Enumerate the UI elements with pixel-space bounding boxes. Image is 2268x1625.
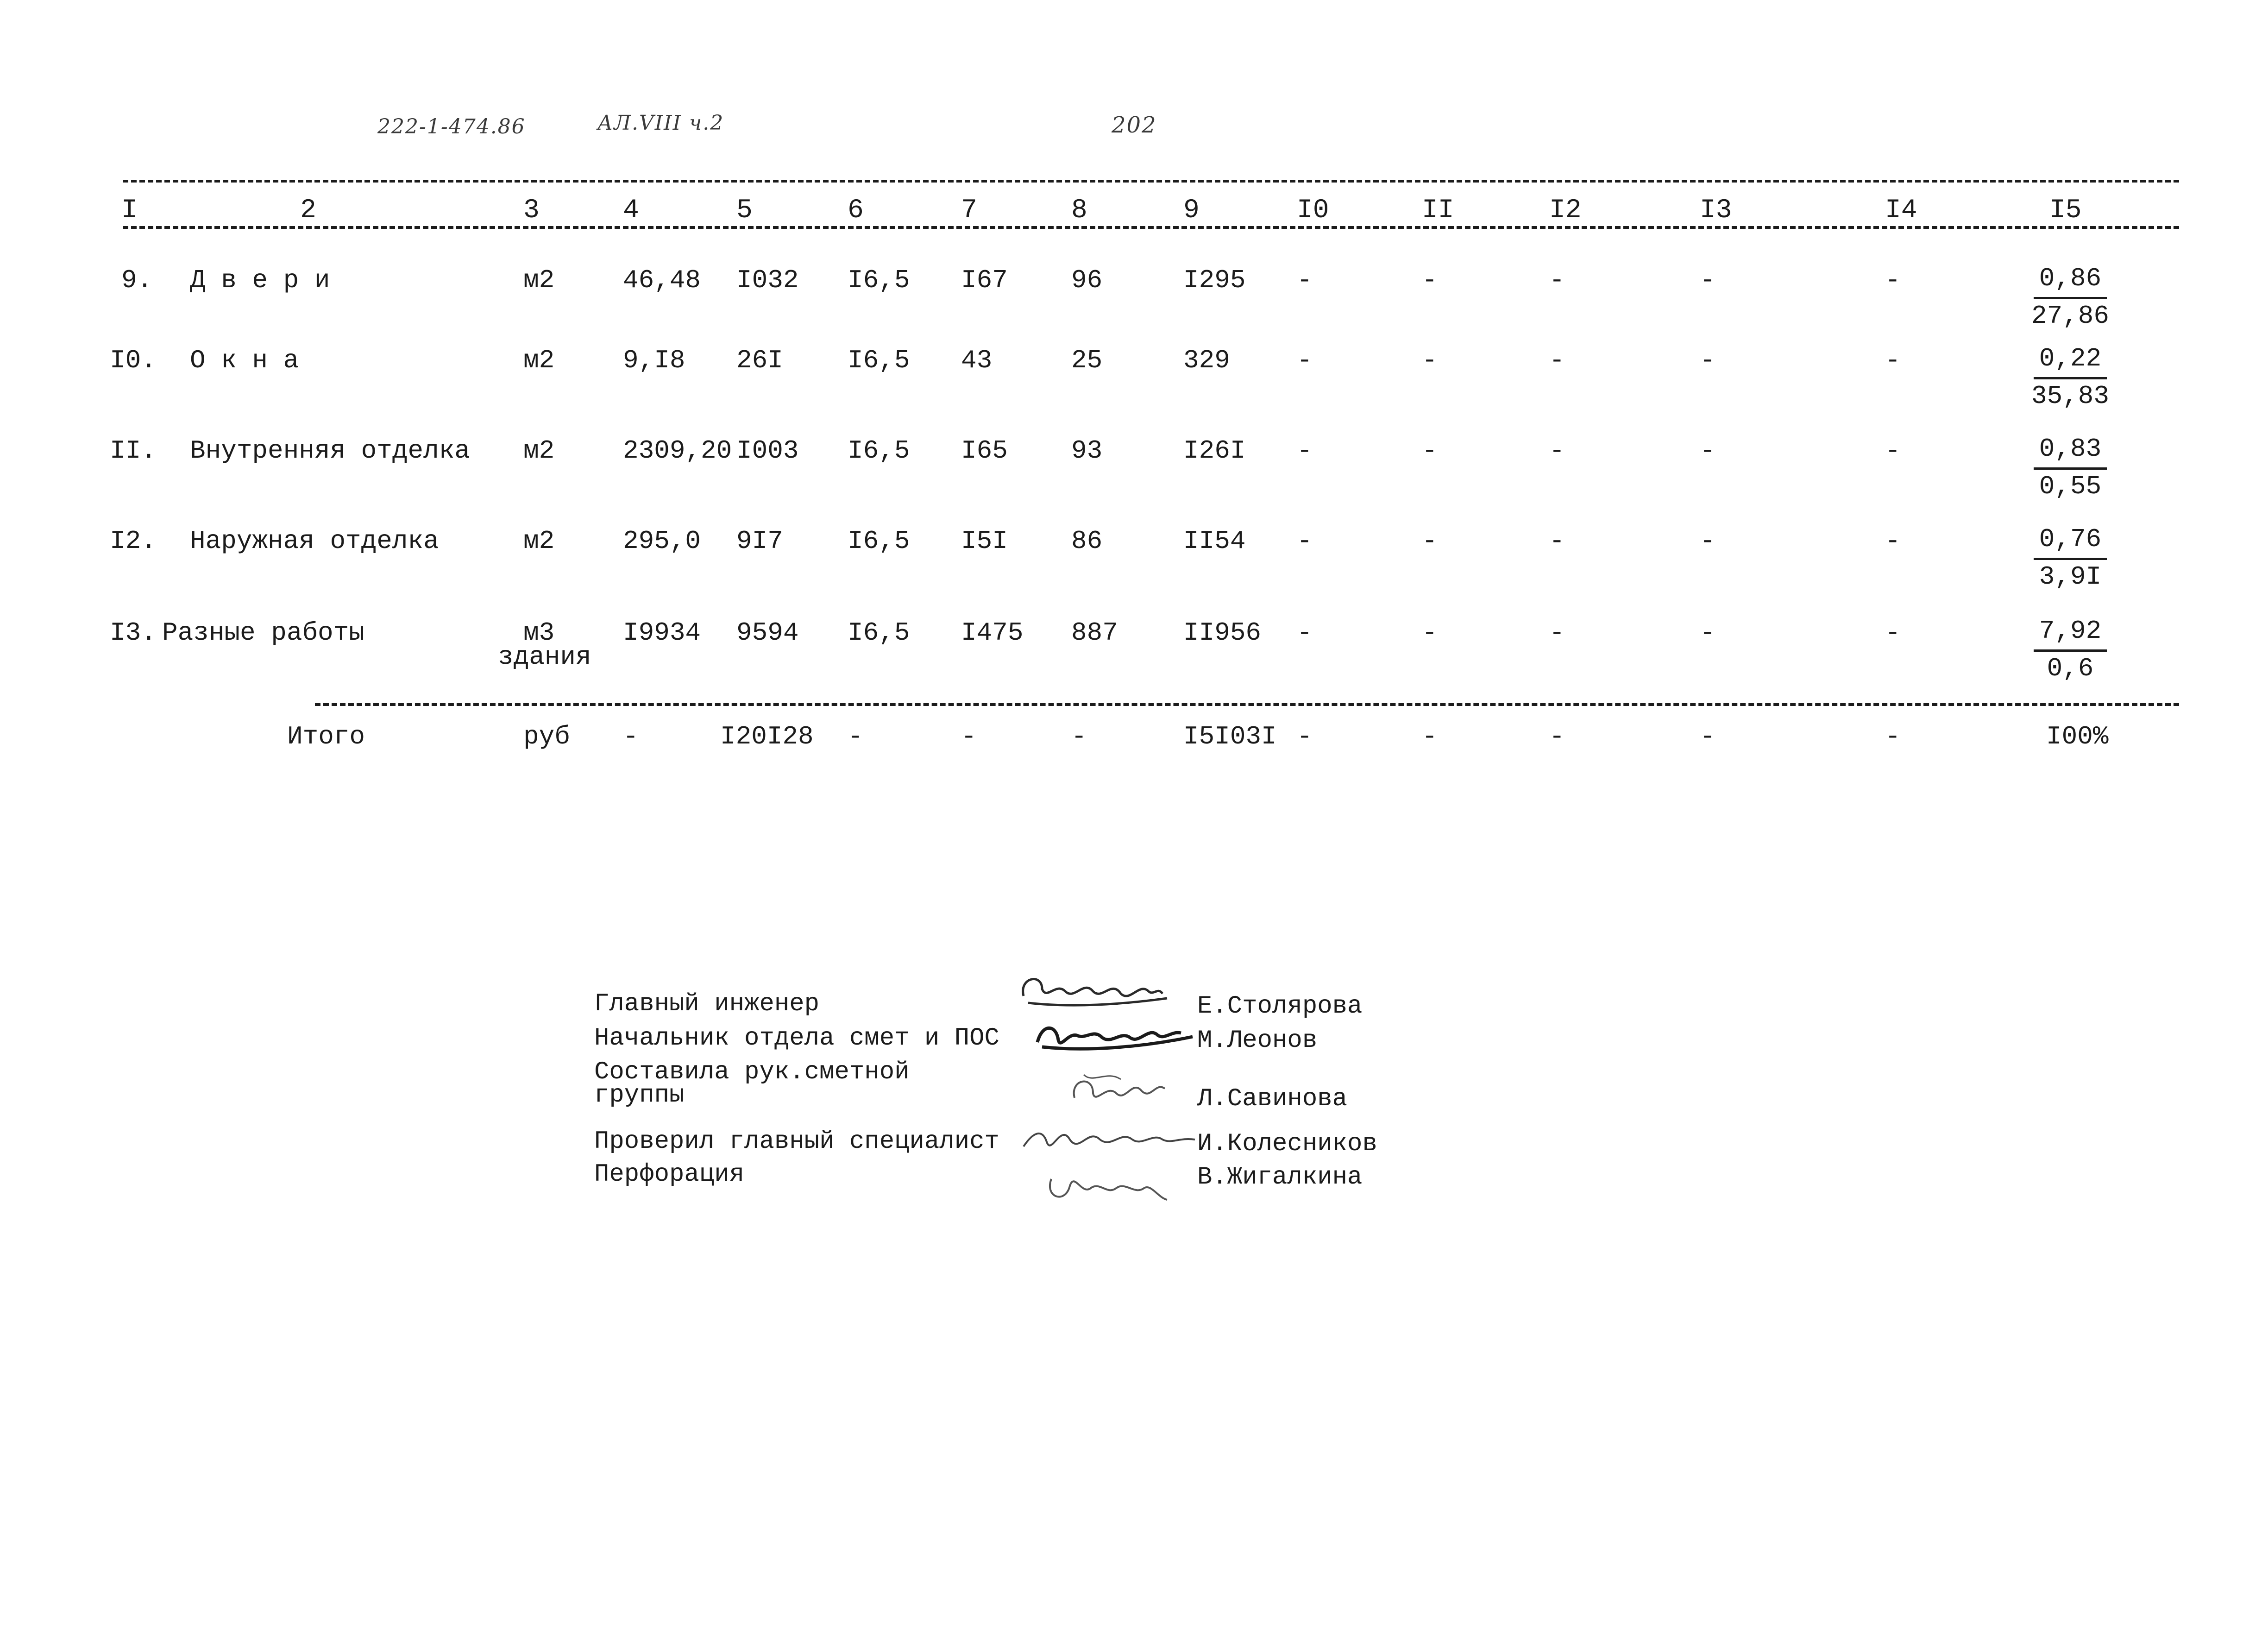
row-col6: I6,5 (848, 436, 910, 466)
row-col13: - (1700, 436, 1715, 466)
row-col11: - (1422, 436, 1438, 466)
row-col12: - (1549, 618, 1565, 648)
row-col15-fraction (2015, 262, 2126, 333)
row-col9: I26I (1183, 436, 1246, 466)
row-col12: - (1549, 346, 1565, 375)
row-col14: - (1885, 265, 1901, 295)
total-col11: - (1422, 722, 1438, 751)
row-name: Д в е р и (190, 265, 330, 295)
row-col13: - (1700, 346, 1715, 375)
col-header-9: 9 (1183, 195, 1200, 226)
row-number: I0. (110, 346, 157, 375)
signatory-role: Главный инженер (594, 990, 820, 1018)
document-code: 222-1-474.86 (377, 115, 526, 139)
row-col15-bottom: 3,9I (2039, 562, 2102, 592)
total-col5: I20I28 (720, 722, 814, 751)
row-col7: I65 (961, 436, 1008, 466)
row-col15-top: 0,22 (2034, 342, 2107, 379)
row-col15-bottom: 35,83 (2031, 381, 2110, 411)
row-col14: - (1885, 346, 1901, 375)
row-unit: м2 (523, 346, 555, 375)
row-col12: - (1549, 436, 1565, 466)
row-unit: м2 (523, 265, 555, 295)
signature-mark-3 (1065, 1065, 1176, 1116)
row-col8: 887 (1071, 618, 1118, 648)
row-col5: I003 (736, 436, 799, 466)
row-col6: I6,5 (848, 346, 910, 375)
signature-mark-1 (1014, 968, 1172, 1014)
album-reference: АЛ.VIII ч.2 (597, 111, 724, 135)
row-col5: 26I (736, 346, 783, 375)
signatory-name: И.Колесников (1197, 1130, 1377, 1158)
signatory-name: Е.Столярова (1197, 992, 1363, 1020)
row-col14: - (1885, 526, 1901, 556)
row-col4: 295,0 (623, 526, 701, 556)
row-unit: м2 (523, 436, 555, 466)
row-col12: - (1549, 265, 1565, 295)
row-col5: 9I7 (736, 526, 783, 556)
page-number: 202 (1112, 112, 1157, 138)
col-header-10: I0 (1297, 195, 1329, 226)
total-col14: - (1885, 722, 1901, 751)
col-header-6: 6 (848, 195, 864, 226)
row-col15-top: 0,76 (2034, 523, 2107, 560)
row-col4: 46,48 (623, 265, 701, 295)
row-col6: I6,5 (848, 618, 910, 648)
row-col4: 2309,20 (623, 436, 732, 466)
total-label: Итого (287, 722, 365, 751)
signatory-name: Л.Савинова (1197, 1085, 1348, 1113)
row-col9: I295 (1183, 265, 1246, 295)
row-number: I2. (110, 526, 157, 556)
row-col5: 9594 (736, 618, 799, 648)
total-col4: - (623, 722, 639, 751)
row-col10: - (1297, 526, 1313, 556)
row-col4: I9934 (623, 618, 701, 648)
total-col9: I5I03I (1183, 722, 1277, 751)
row-col7: I67 (961, 265, 1008, 295)
signatory-name: В.Жигалкина (1197, 1163, 1363, 1191)
row-number: II. (110, 436, 157, 466)
row-col10: - (1297, 265, 1313, 295)
row-name: Внутренняя отделка (190, 436, 470, 466)
signatory-role: Составила рук.сметной группы (594, 1058, 910, 1109)
row-col9: 329 (1183, 346, 1230, 375)
row-col7: I5I (961, 526, 1008, 556)
row-col7: I475 (961, 618, 1024, 648)
row-number: I3. (110, 618, 157, 648)
row-unit: м3 (523, 618, 555, 648)
signatory-name: М.Леонов (1197, 1027, 1318, 1055)
table-top-rule (123, 180, 2179, 183)
row-col8: 25 (1071, 346, 1103, 375)
header-bottom-rule (123, 226, 2179, 229)
col-header-11: II (1422, 195, 1454, 226)
col-header-14: I4 (1885, 195, 1917, 226)
row-col11: - (1422, 265, 1438, 295)
row-col10: - (1297, 346, 1313, 375)
signatory-role: Проверил главный специалист (594, 1127, 999, 1156)
row-col13: - (1700, 526, 1715, 556)
total-rule (315, 703, 2179, 706)
total-unit: руб (523, 722, 570, 751)
signature-mark-5 (1042, 1160, 1172, 1211)
signatory-role: Перфорация (594, 1160, 745, 1189)
row-col11: - (1422, 346, 1438, 375)
row-col7: 43 (961, 346, 993, 375)
total-col15: I00% (2046, 722, 2109, 751)
row-col15-bottom: 0,55 (2039, 472, 2102, 501)
row-col14: - (1885, 618, 1901, 648)
col-header-2: 2 (300, 195, 316, 226)
row-col13: - (1700, 618, 1715, 648)
row-name: Разные работы (162, 618, 364, 648)
row-col12: - (1549, 526, 1565, 556)
row-col15-fraction (2015, 342, 2126, 413)
row-name: О к н а (190, 346, 299, 375)
row-col10: - (1297, 618, 1313, 648)
total-col6: - (848, 722, 863, 751)
row-col15-fraction (2015, 432, 2126, 503)
signatory-role: Начальник отдела смет и ПОС (594, 1024, 999, 1052)
row-col5: I032 (736, 265, 799, 295)
row-col15-fraction (2015, 614, 2126, 685)
row-col8: 96 (1071, 265, 1103, 295)
signature-mark-4 (1019, 1114, 1200, 1160)
row-unit-note: здания (498, 642, 591, 672)
total-col10: - (1297, 722, 1313, 751)
col-header-8: 8 (1071, 195, 1087, 226)
row-col8: 86 (1071, 526, 1103, 556)
col-header-15: I5 (2049, 195, 2082, 226)
row-col13: - (1700, 265, 1715, 295)
signature-mark-2 (1033, 1014, 1200, 1056)
row-col15-bottom: 0,6 (2047, 654, 2094, 683)
row-number: 9. (121, 265, 153, 295)
col-header-7: 7 (961, 195, 977, 226)
col-header-1: I (121, 195, 138, 226)
col-header-4: 4 (623, 195, 639, 226)
total-col13: - (1700, 722, 1715, 751)
row-col15-top: 0,83 (2034, 432, 2107, 470)
row-col9: II956 (1183, 618, 1262, 648)
total-col7: - (961, 722, 977, 751)
row-col15-top: 0,86 (2034, 262, 2107, 299)
row-col9: II54 (1183, 526, 1246, 556)
col-header-5: 5 (736, 195, 753, 226)
row-col6: I6,5 (848, 526, 910, 556)
total-col8: - (1071, 722, 1087, 751)
row-col15-fraction (2015, 523, 2126, 593)
row-col15-top: 7,92 (2034, 614, 2107, 652)
row-col8: 93 (1071, 436, 1103, 466)
row-col14: - (1885, 436, 1901, 466)
row-col10: - (1297, 436, 1313, 466)
total-col12: - (1549, 722, 1565, 751)
row-col11: - (1422, 526, 1438, 556)
row-name: Наружная отделка (190, 526, 439, 556)
row-unit: м2 (523, 526, 555, 556)
row-col15-bottom: 27,86 (2031, 301, 2110, 331)
col-header-13: I3 (1700, 195, 1732, 226)
col-header-12: I2 (1549, 195, 1582, 226)
row-col4: 9,I8 (623, 346, 685, 375)
row-col11: - (1422, 618, 1438, 648)
col-header-3: 3 (523, 195, 540, 226)
row-col6: I6,5 (848, 265, 910, 295)
